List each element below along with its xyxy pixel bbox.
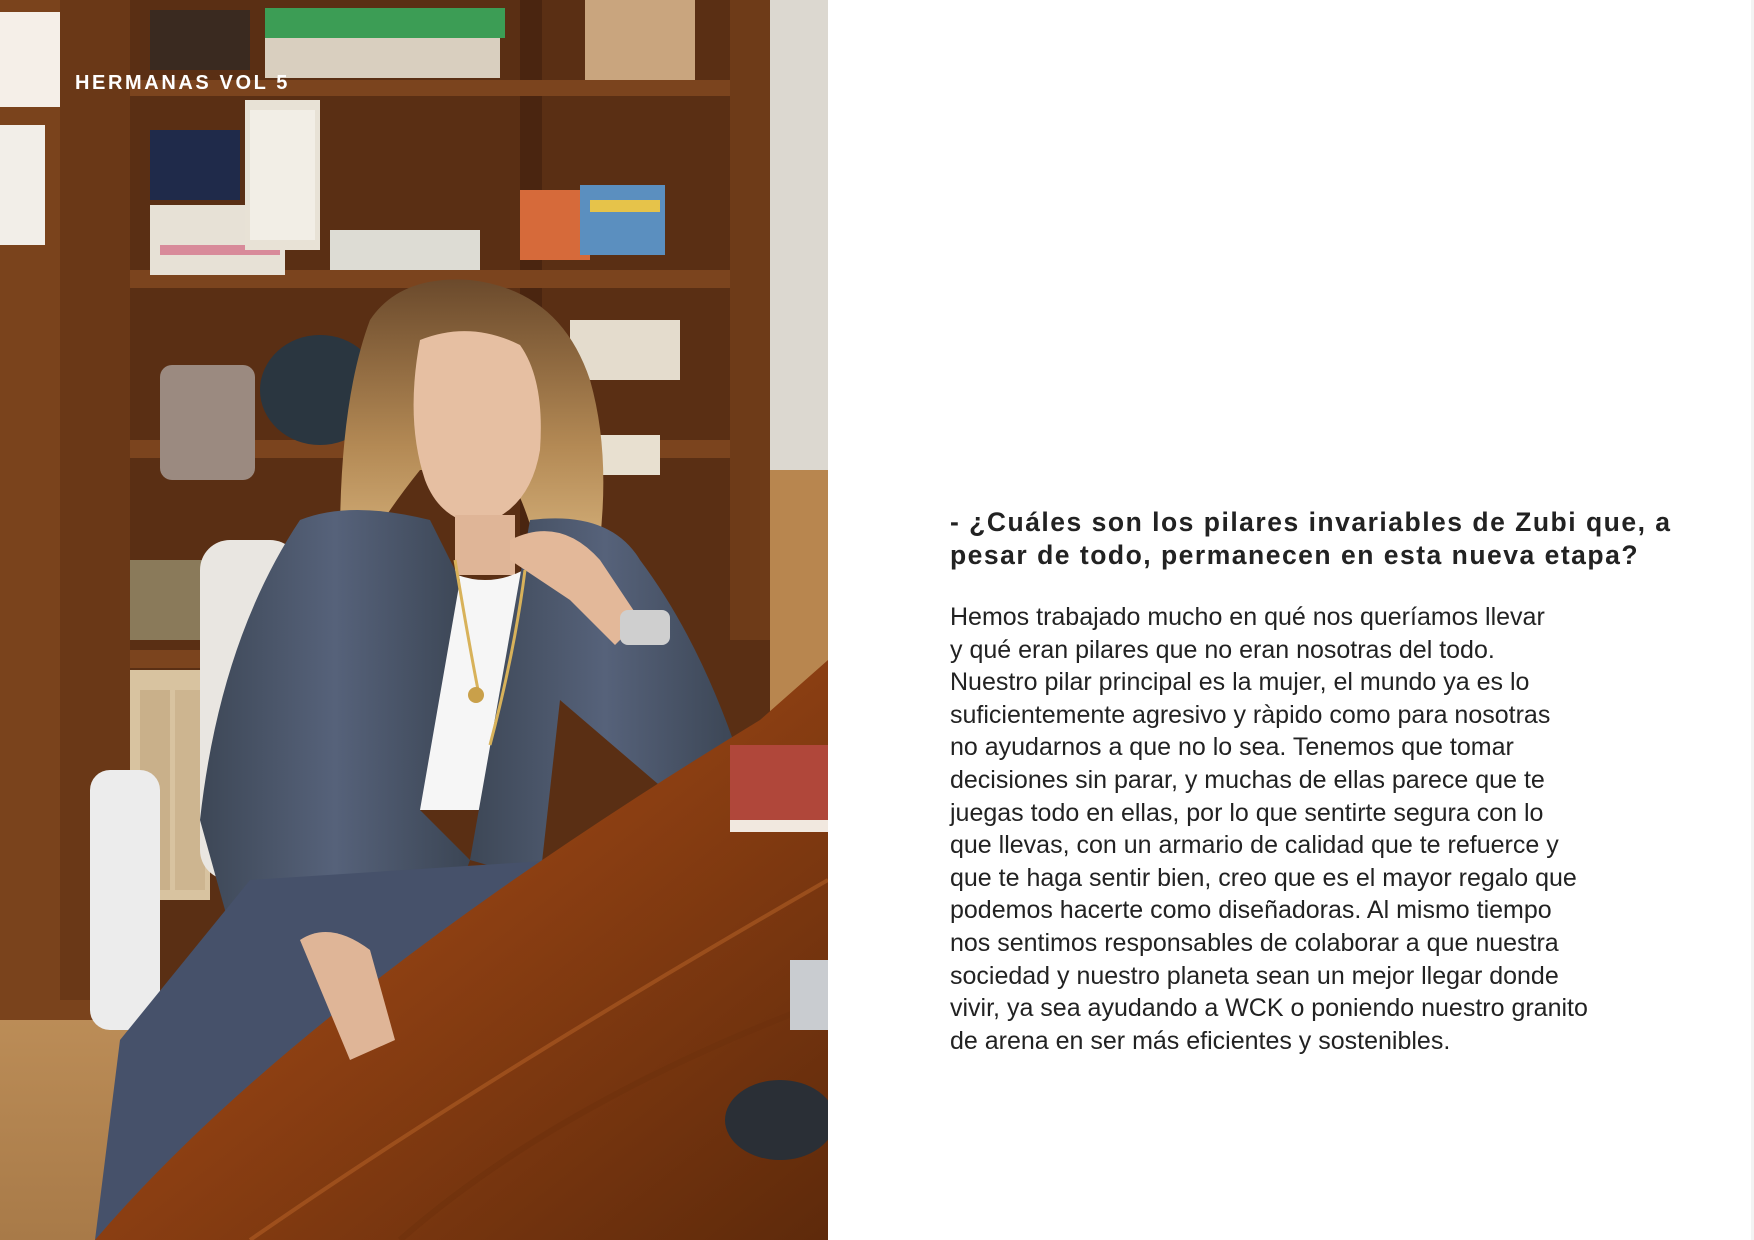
answer-line: suficientemente agresivo y ràpido como para nosotras [950,700,1551,729]
interview-question: - ¿Cuáles son los pilares invariables de Zubi que, a pesar de todo, permanecen en esta nueva etapa? [950,507,1672,570]
answer-line: sociedad y nuestro planeta sean un mejor llegar donde [950,961,1559,990]
answer-line: Hemos trabajado mucho en qué nos queríamos llevar [950,603,1545,631]
answer-line: que te haga sentir bien, creo que es el mayor regalo que [950,863,1577,892]
answer-line: decisiones sin parar, y muchas de ellas parece que te [950,765,1545,794]
answer-line: no ayudarnos a que no lo sea. Tenemos que tomar [950,733,1514,762]
magazine-title: HERMANAS VOL 5 [75,72,290,94]
portrait-photo [0,0,828,1240]
portrait-photo-icon [0,0,828,1240]
interview-answer [950,601,1685,1057]
answer-line: de arena en ser más eficientes y sostenibles. [950,1026,1451,1055]
answer-line: juegas todo en ellas, por lo que sentirte segura con lo [950,798,1544,827]
answer-line: vivir, ya sea ayudando a WCK o poniendo nuestro granito [950,994,1588,1023]
answer-line: nos sentimos responsables de colaborar a que nuestra [950,928,1559,957]
answer-line: que llevas, con un armario de calidad que te refuerce y [950,831,1559,860]
answer-line: y qué eran pilares que no eran nosotras del todo. [950,635,1495,664]
answer-line: Nuestro pilar principal es la mujer, el mundo ya es lo [950,668,1530,697]
article-column [950,506,1685,1057]
answer-line: podemos hacerte como diseñadoras. Al mismo tiempo [950,896,1552,925]
